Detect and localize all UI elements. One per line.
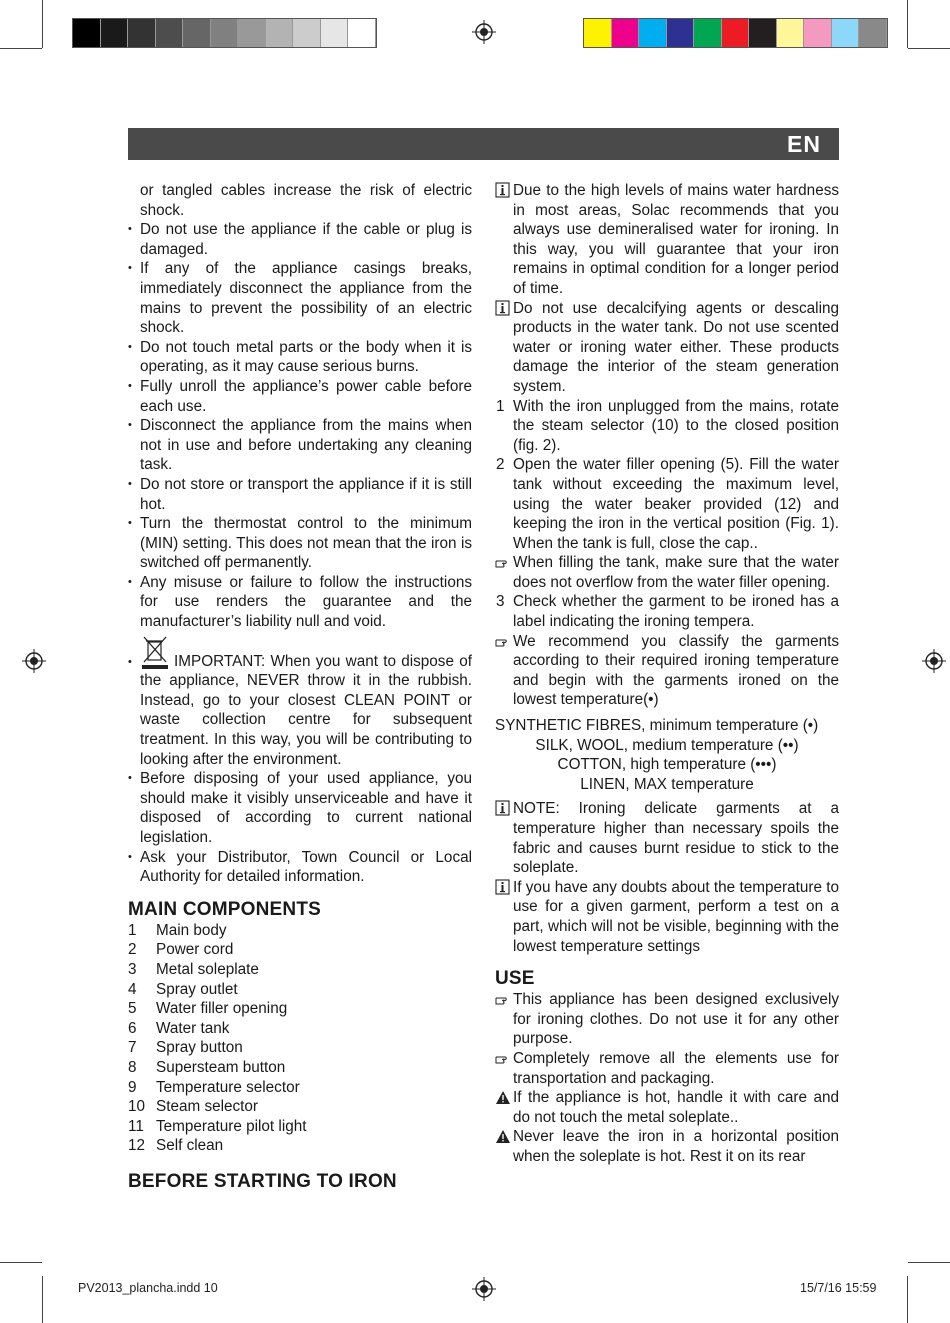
- step-number: 3: [496, 593, 505, 611]
- list-item: • Disconnect the appliance from the mains when not in use and before undertaking any cleaning task.: [128, 417, 472, 474]
- color-swatch: [777, 19, 805, 47]
- temperature-list: [495, 716, 839, 794]
- list-item: [495, 592, 839, 631]
- warning-icon: [495, 1088, 511, 1107]
- bullet-icon: •: [128, 477, 132, 490]
- component-item: [128, 1078, 472, 1098]
- grayscale-color-bar: [72, 18, 377, 48]
- color-swatch: [639, 19, 667, 47]
- bullet-icon: •: [128, 850, 132, 863]
- list-item: • Turn the thermostat control to the minimum (MIN) setting. This does not mean that the iron is switched off permanently.: [128, 515, 472, 572]
- component-number: 6: [128, 1019, 137, 1037]
- component-item: [128, 940, 472, 960]
- component-item: [128, 921, 472, 941]
- item-text: When filling the tank, make sure that the water does not overflow from the water filler opening.: [513, 554, 839, 591]
- crop-mark: [0, 1262, 42, 1263]
- item-text: Completely remove all the elements use for transportation and packaging.: [513, 1049, 839, 1087]
- list-item: • Fully unroll the appliance’s power cable before each use.: [128, 377, 472, 415]
- color-swatch: [694, 19, 722, 47]
- component-label: Self clean: [156, 1137, 224, 1155]
- step-number: 1: [496, 397, 505, 415]
- component-label: Water tank: [156, 1019, 230, 1037]
- color-swatch: [667, 19, 695, 47]
- right-column: [495, 181, 839, 1167]
- list-item: • Before disposing of your used appliance, you should make it visibly unserviceable and have it disposed of according to current national legislation.: [128, 770, 472, 846]
- section-heading: USE: [495, 968, 535, 990]
- component-number: 9: [128, 1078, 137, 1096]
- pointing-hand-icon: [495, 990, 511, 1009]
- item-text: This appliance has been designed exclusively for ironing clothes. Do not use it for any other purpose.: [513, 991, 839, 1048]
- item-text: We recommend you classify the garments according to their required ironing temperature and begin with the garments ironed on the lowest temperature(•): [513, 632, 839, 709]
- registration-mark-icon: [22, 649, 46, 673]
- component-label: Temperature pilot light: [156, 1117, 307, 1135]
- left-column: [128, 181, 472, 1193]
- color-swatch: [722, 19, 750, 47]
- list-item: [495, 397, 839, 456]
- crop-mark: [908, 48, 950, 49]
- info-icon: [495, 799, 511, 818]
- gray-swatch: [266, 19, 294, 47]
- list-item: [495, 455, 839, 553]
- component-item: [128, 1019, 472, 1039]
- bullet-icon: •: [128, 340, 132, 353]
- components-list: [128, 921, 472, 1156]
- component-label: Temperature selector: [156, 1078, 300, 1096]
- crop-mark: [907, 0, 908, 48]
- list-item: • Do not use the appliance if the cable or plug is damaged.: [128, 221, 472, 258]
- registration-mark-icon: [922, 649, 946, 673]
- component-label: Metal soleplate: [156, 960, 259, 978]
- process-color-bar: [583, 18, 888, 48]
- crop-mark: [0, 48, 42, 49]
- bullet-icon: •: [128, 517, 132, 530]
- component-item: [128, 1117, 472, 1137]
- bullet-icon: •: [128, 772, 132, 785]
- component-item: [128, 1058, 472, 1078]
- section-heading: MAIN COMPONENTS: [128, 898, 321, 920]
- warning-icon: [495, 1127, 511, 1146]
- component-label: Power cord: [156, 941, 234, 959]
- component-number: 8: [128, 1058, 137, 1076]
- gray-swatch: [238, 19, 266, 47]
- crop-mark: [42, 1276, 43, 1323]
- color-swatch: [832, 19, 860, 47]
- component-label: Spray button: [156, 1039, 243, 1057]
- notes-list: [495, 799, 839, 956]
- section-heading: BEFORE STARTING TO IRON: [128, 1170, 397, 1192]
- info-icon: [495, 878, 511, 897]
- component-item: [128, 1097, 472, 1117]
- step-number: 2: [496, 456, 505, 474]
- list-item: or tangled cables increase the risk of electric shock.: [140, 182, 472, 219]
- list-item: [495, 878, 839, 956]
- list-item: • If any of the appliance casings breaks, immediately disconnect the appliance from the mains to prevent the possibility of an electric shock.: [128, 260, 472, 337]
- color-swatch: [859, 19, 887, 47]
- component-number: 4: [128, 980, 137, 998]
- list-item: [495, 299, 839, 397]
- gray-swatch: [128, 19, 156, 47]
- registration-mark-icon: [472, 20, 496, 44]
- color-swatch: [749, 19, 777, 47]
- list-item: [495, 553, 839, 592]
- component-number: 2: [128, 941, 137, 959]
- instructions-list: [495, 181, 839, 710]
- component-item: [128, 960, 472, 980]
- crop-mark: [908, 1262, 950, 1263]
- list-item: [495, 1049, 839, 1088]
- item-text: Check whether the garment to be ironed has a label indicating the ironing tempera.: [513, 593, 839, 631]
- component-number: 1: [128, 921, 137, 939]
- component-label: Spray outlet: [156, 980, 238, 998]
- pointing-hand-icon: [495, 553, 511, 572]
- list-item: • Ask your Distributor, Town Council or Local Authority for detailed information.: [128, 848, 472, 886]
- info-icon: [495, 181, 511, 200]
- gray-swatch: [293, 19, 321, 47]
- item-text: Never leave the iron in a horizontal position when the soleplate is hot. Rest it on its rear: [513, 1128, 839, 1165]
- gray-swatch: [348, 19, 376, 47]
- component-item: [128, 980, 472, 1000]
- component-number: 5: [128, 1000, 137, 1018]
- list-item: [495, 632, 839, 710]
- crop-mark: [42, 0, 43, 48]
- pointing-hand-icon: [495, 1049, 511, 1068]
- color-swatch: [584, 19, 612, 47]
- crossed-bin-icon: [140, 634, 170, 670]
- color-swatch: [612, 19, 640, 47]
- list-item: [495, 1088, 839, 1127]
- gray-swatch: [211, 19, 239, 47]
- component-number: 7: [128, 1039, 137, 1057]
- list-item: • Any misuse or failure to follow the instructions for use renders the guarantee and the manufacturer’s liability null and void.: [128, 573, 472, 631]
- temperature-line: SILK, WOOL, medium temperature (••): [535, 736, 799, 754]
- color-swatch: [804, 19, 832, 47]
- bullet-icon: •: [128, 379, 132, 392]
- bullet-icon: •: [128, 575, 132, 588]
- section-header-bar: [128, 128, 839, 160]
- component-item: [128, 1136, 472, 1156]
- bullet-icon: •: [128, 223, 132, 236]
- component-label: Water filler opening: [156, 1000, 288, 1018]
- crop-mark: [907, 1276, 908, 1323]
- use-list: [495, 990, 839, 1166]
- item-text: Open the water filler opening (5). Fill the water tank without exceeding the maximum level, using the water beaker provided (12) and keeping the iron in the vertical position (Fig. 1). When the tank is full, close the cap..: [513, 456, 839, 552]
- temperature-line: SYNTHETIC FIBRES, minimum temperature (•): [495, 717, 819, 735]
- item-text: If you have any doubts about the temperature to use for a given garment, perform a test on a part, which will not be visible, beginning with the lowest temperature settings: [513, 878, 839, 955]
- gray-swatch: [156, 19, 184, 47]
- bullet-icon: •: [128, 262, 132, 275]
- bullet-icon: •: [128, 655, 132, 668]
- item-text: Due to the high levels of mains water hardness in most areas, Solac recommends that you always use demineralised water for ironing. In this way, you will guarantee that your iron remains in optimal condition for a longer period of time.: [513, 182, 839, 297]
- info-icon: [495, 299, 511, 318]
- item-text: Do not use decalcifying agents or descaling products in the water tank. Do not use scented water or ironing water either. These products damage the interior of the steam generation system.: [513, 299, 839, 395]
- component-item: [128, 1038, 472, 1058]
- list-item: [495, 181, 839, 299]
- component-number: 11: [128, 1117, 144, 1135]
- list-item: • Do not touch metal parts or the body when it is operating, as it may cause serious burns.: [128, 338, 472, 376]
- registration-mark-icon: [472, 1277, 496, 1301]
- gray-swatch: [321, 19, 349, 47]
- list-item: • Do not store or transport the appliance if it is still hot.: [128, 475, 472, 513]
- temperature-line: LINEN, MAX temperature: [580, 775, 754, 793]
- component-item: [128, 999, 472, 1019]
- list-item: [495, 990, 839, 1049]
- pointing-hand-icon: [495, 632, 511, 651]
- footer-file-label: PV2013_plancha.indd 10: [78, 1281, 218, 1295]
- component-number: 3: [128, 960, 137, 978]
- component-number: 10: [128, 1098, 146, 1116]
- list-item: [495, 799, 839, 877]
- component-label: Supersteam button: [156, 1058, 286, 1076]
- gray-swatch: [183, 19, 211, 47]
- language-label: EN: [787, 131, 821, 157]
- item-text: NOTE: Ironing delicate garments at a temperature higher than necessary spoils the fabric and causes burnt residue to stick to the soleplate.: [513, 800, 839, 877]
- bullet-icon: •: [128, 419, 132, 432]
- temperature-line: COTTON, high temperature (•••): [557, 756, 777, 774]
- item-text: If the appliance is hot, handle it with care and do not touch the metal soleplate..: [513, 1089, 839, 1126]
- footer-date-label: 15/7/16 15:59: [800, 1281, 877, 1295]
- component-label: Main body: [156, 921, 227, 939]
- component-label: Steam selector: [156, 1098, 259, 1116]
- item-text: With the iron unplugged from the mains, rotate the steam selector (10) to the closed position (fig. 2).: [513, 397, 839, 454]
- gray-swatch: [73, 19, 101, 47]
- component-number: 12: [128, 1137, 146, 1155]
- list-item: [495, 1127, 839, 1166]
- gray-swatch: [101, 19, 129, 47]
- list-item: • IMPORTANT: When you want to dispose of the appliance, NEVER throw it in the rubbish. Instead, go to your closest CLEAN POINT or waste collection centre for subsequent treatment. In this way, you will be contributing to looking after the environment.: [128, 634, 472, 770]
